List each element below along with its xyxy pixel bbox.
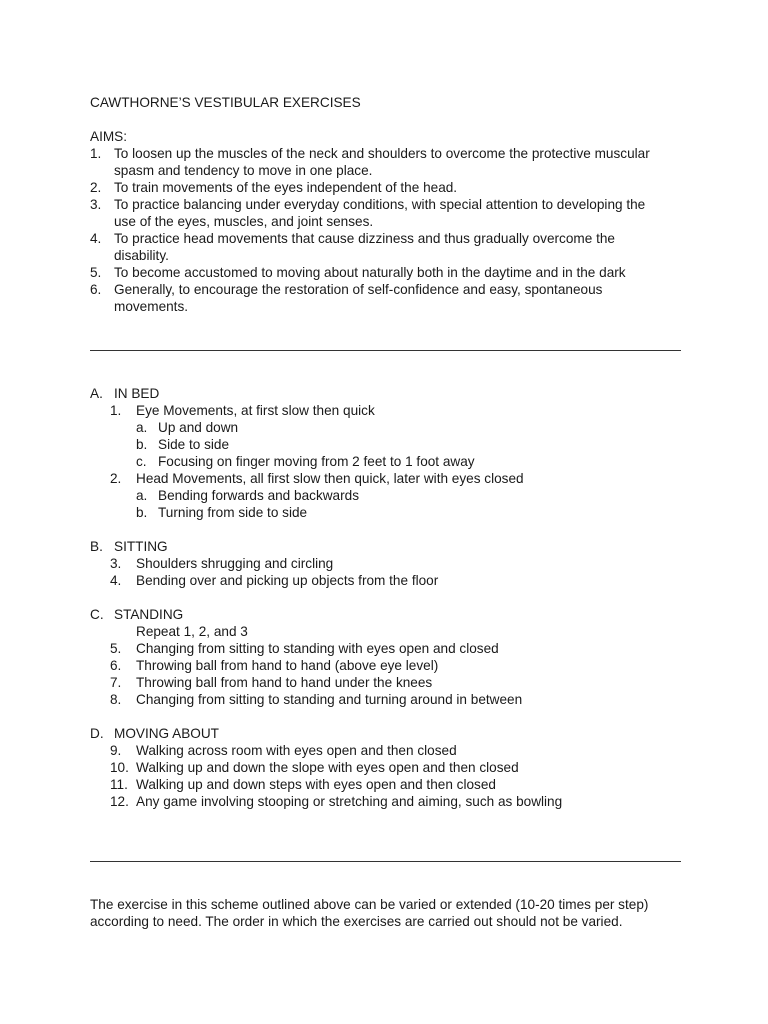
list-item: 5. Changing from sitting to standing with eyes open and closed — [110, 641, 499, 656]
list-item: 11. Walking up and down steps with eyes open and then closed — [110, 777, 496, 792]
section-heading: SITTING — [114, 539, 168, 554]
aim-item: 2. To train movements of the eyes independent of the head. — [90, 180, 458, 195]
list-item: 3. Shoulders shrugging and circling — [110, 556, 334, 571]
document-title: CAWTHORNE’S VESTIBULAR EXERCISES — [90, 95, 361, 110]
aims-list — [90, 145, 682, 315]
section-heading: STANDING — [114, 607, 184, 622]
list-item: 9. Walking across room with eyes open and then closed — [110, 743, 457, 758]
list-item: a. Up and down — [136, 420, 239, 435]
list-item: 7. Throwing ball from hand to hand under the knees — [110, 675, 433, 690]
document-page — [90, 94, 682, 930]
aims-heading: AIMS: — [90, 129, 128, 144]
section-sitting: B. SITTING 3. Shoulders shrugging and circling 4. Bending over and picking up objects from the floor — [90, 538, 682, 589]
list-item: 12. Any game involving stooping or stretching and aiming, such as bowling — [110, 794, 563, 809]
aim-item: 1. To loosen up the muscles of the neck and shoulders to overcome the protective muscular spasm and tendency to move in one place. — [90, 146, 650, 178]
aim-item: 6. Generally, to encourage the restoration of self-confidence and easy, spontaneous movements. — [90, 282, 603, 314]
list-item: 4. Bending over and picking up objects from the floor — [110, 573, 439, 588]
list-item: 10. Walking up and down the slope with eyes open and then closed — [110, 760, 519, 775]
list-item: b. Turning from side to side — [136, 505, 308, 520]
list-item: 8. Changing from sitting to standing and turning around in between — [110, 692, 523, 707]
aim-item: 5. To become accustomed to moving about naturally both in the daytime and in the dark — [90, 265, 626, 280]
section-note: Repeat 1, 2, and 3 — [136, 624, 248, 639]
section-standing: C. STANDING Repeat 1, 2, and 3 5. Changing from sitting to standing with eyes open and closed 6. Throwing ball from hand to hand (above eye level) 7. Throwing ball from hand to hand under the knees 8. Changing from sitting to standing and turning around in between — [90, 606, 682, 708]
section-moving-about: D. MOVING ABOUT 9. Walking across room with eyes open and then closed 10. Walking up and down the slope with eyes open and then closed 11. Walking up and down steps with eyes open and then closed 12. Any game involving stooping or stretching and aiming, such as bowling — [90, 725, 682, 810]
list-item: 2. Head Movements, all first slow then quick, later with eyes closed — [110, 471, 524, 486]
footer-note: The exercise in this scheme outlined above can be varied or extended (10-20 times per step) according to need. The order in which the exercises are carried out should not be varied. — [90, 897, 649, 929]
aim-item: 3. To practice balancing under everyday conditions, with special attention to developing the use of the eyes, muscles, and joint senses. — [90, 197, 646, 229]
section-heading: IN BED — [114, 386, 160, 401]
aim-item: 4. To practice head movements that cause dizziness and thus gradually overcome the disability. — [90, 231, 615, 263]
list-item: c. Focusing on finger moving from 2 feet to 1 foot away — [136, 454, 475, 469]
list-item: a. Bending forwards and backwards — [136, 488, 359, 503]
list-item: b. Side to side — [136, 437, 230, 452]
list-item: 1. Eye Movements, at first slow then quick — [110, 403, 375, 418]
section-in-bed: A. IN BED 1. Eye Movements, at first slow then quick a. Up and down b. Side to side c. Focusing on finger moving from 2 feet to 1 foot away 2. Head Movements, all first slow then quick, later with eyes closed a. Bending forwards and backwards b. Turning from side to side — [90, 385, 682, 521]
list-item: 6. Throwing ball from hand to hand (above eye level) — [110, 658, 439, 673]
section-heading: MOVING ABOUT — [114, 726, 219, 741]
